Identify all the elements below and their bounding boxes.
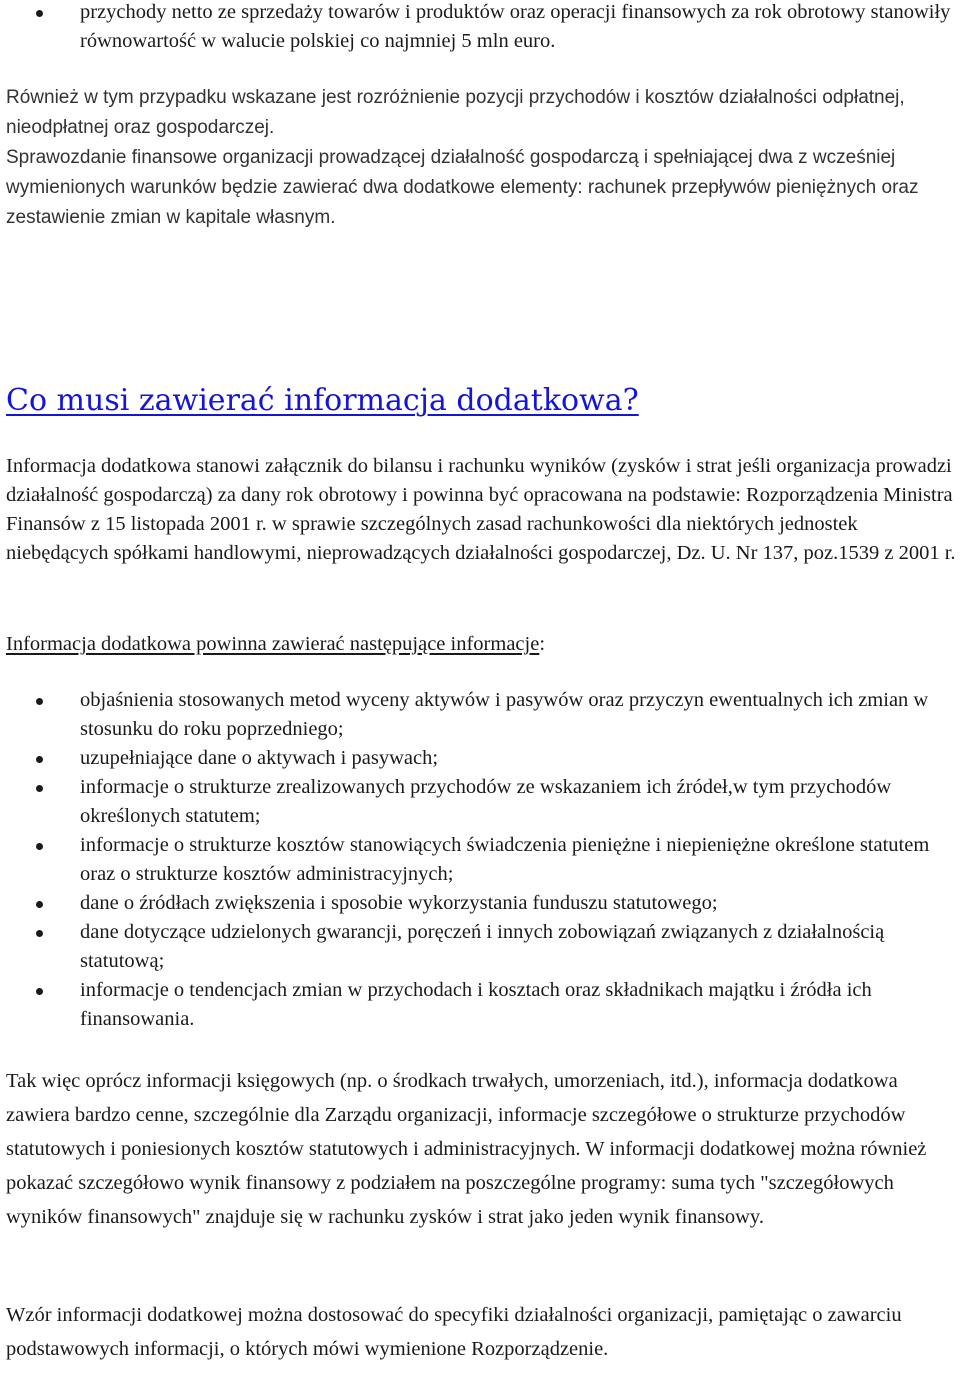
info-paragraph: Informacja dodatkowa stanowi załącznik do bilansu i rachunku wyników (zysków i strat jeśli organizacja prowadzi działalność gospodarczą) za dany rok obrotowy i powinna być opracowana na podstawie: Rozporządzenia Ministra Finansów z 15 listopada 2001 r. w sprawie szczególnych zasad rachunkowości dla niektórych jednostek niebędących spółkami handlowymi, nieprowadzących działalności gospodarczej, Dz. U. Nr 137, poz.1539 z 2001 r. (6, 455, 956, 564)
list-item (0, 889, 958, 918)
bullet-icon (36, 698, 43, 705)
list-heading-suffix: : (539, 633, 546, 655)
info-bullet-list (0, 686, 958, 1034)
intro-paragraph (6, 83, 958, 233)
intro-paragraph-line1: Również w tym przypadku wskazane jest rozróżnienie pozycji przychodów i kosztów działalności odpłatnej, nieodpłatnej oraz gospodarczej. (6, 87, 905, 138)
list-heading (6, 630, 545, 659)
list-item-text: informacje o tendencjach zmian w przychodach i kosztach oraz składnikach majątku i źródła ich finansowania. (80, 979, 872, 1030)
list-item-text: przychody netto ze sprzedaży towarów i produktów oraz operacji finansowych za rok obrotowy stanowiły równowartość w walucie polskiej co najmniej 5 mln euro. (80, 1, 951, 52)
bullet-icon (36, 843, 43, 850)
list-item (0, 0, 958, 56)
list-item-text: objaśnienia stosowanych metod wyceny aktywów i pasywów oraz przyczyn ewentualnych ich zmian w stosunku do roku poprzedniego; (80, 689, 929, 740)
list-item-text: dane dotyczące udzielonych gwarancji, poręczeń i innych zobowiązań związanych z działalnością statutową; (80, 921, 885, 972)
list-item-text: informacje o strukturze kosztów stanowiących świadczenia pieniężne i niepieniężne określone statutem oraz o strukturze kosztów administracyjnych; (80, 834, 930, 885)
bullet-icon (36, 930, 43, 937)
bullet-icon (36, 785, 43, 792)
list-item (0, 773, 958, 831)
intro-paragraph-line2: Sprawozdanie finansowe organizacji prowadzącej działalność gospodarczą i spełniającej dwa z wcześniej wymienionych warunków będzie zawierać dwa dodatkowe elementy: rachunek przepływów pieniężnych oraz zestawienie zmian w kapitale własnym. (6, 147, 919, 228)
closing-paragraph-1: Tak więc oprócz informacji księgowych (np. o środkach trwałych, umorzeniach, itd.), informacja dodatkowa zawiera bardzo cenne, szczególnie dla Zarządu organizacji, informacje szczegółowe o strukturze przychodów statutowych i poniesionych kosztów statutowych i administracyjnych. W informacji dodatkowej można również pokazać szczegółowo wynik finansowy z podziałem na poszczególne programy: suma tych "szczegółowych wyników finansowych" znajduje się w rachunku zysków i strat jako jeden wynik finansowy. (6, 1070, 927, 1228)
list-item-text: dane o źródłach zwiększenia i sposobie wykorzystania funduszu statutowego; (80, 892, 718, 914)
bullet-icon (36, 10, 43, 17)
bullet-icon (36, 988, 43, 995)
list-item-text: informacje o strukturze zrealizowanych przychodów ze wskazaniem ich źródeł,w tym przychodów określonych statutem; (80, 776, 892, 827)
bullet-icon (36, 756, 43, 763)
list-item (0, 686, 958, 744)
list-heading-underlined: Informacja dodatkowa powinna zawierać następujące informacje (6, 633, 540, 655)
intro-bullet-list (0, 0, 958, 56)
section-heading-link[interactable]: Co musi zawierać informacja dodatkowa? (6, 383, 639, 418)
list-item (0, 831, 958, 889)
closing-paragraph-2: Wzór informacji dodatkowej można dostosować do specyfiki działalności organizacji, pamiętając o zawarciu podstawowych informacji, o których mówi wymienione Rozporządzenie. (6, 1304, 902, 1360)
bullet-icon (36, 901, 43, 908)
list-item-text: uzupełniające dane o aktywach i pasywach; (80, 747, 439, 769)
list-item (0, 918, 958, 976)
list-item (0, 744, 958, 773)
list-item (0, 976, 958, 1034)
